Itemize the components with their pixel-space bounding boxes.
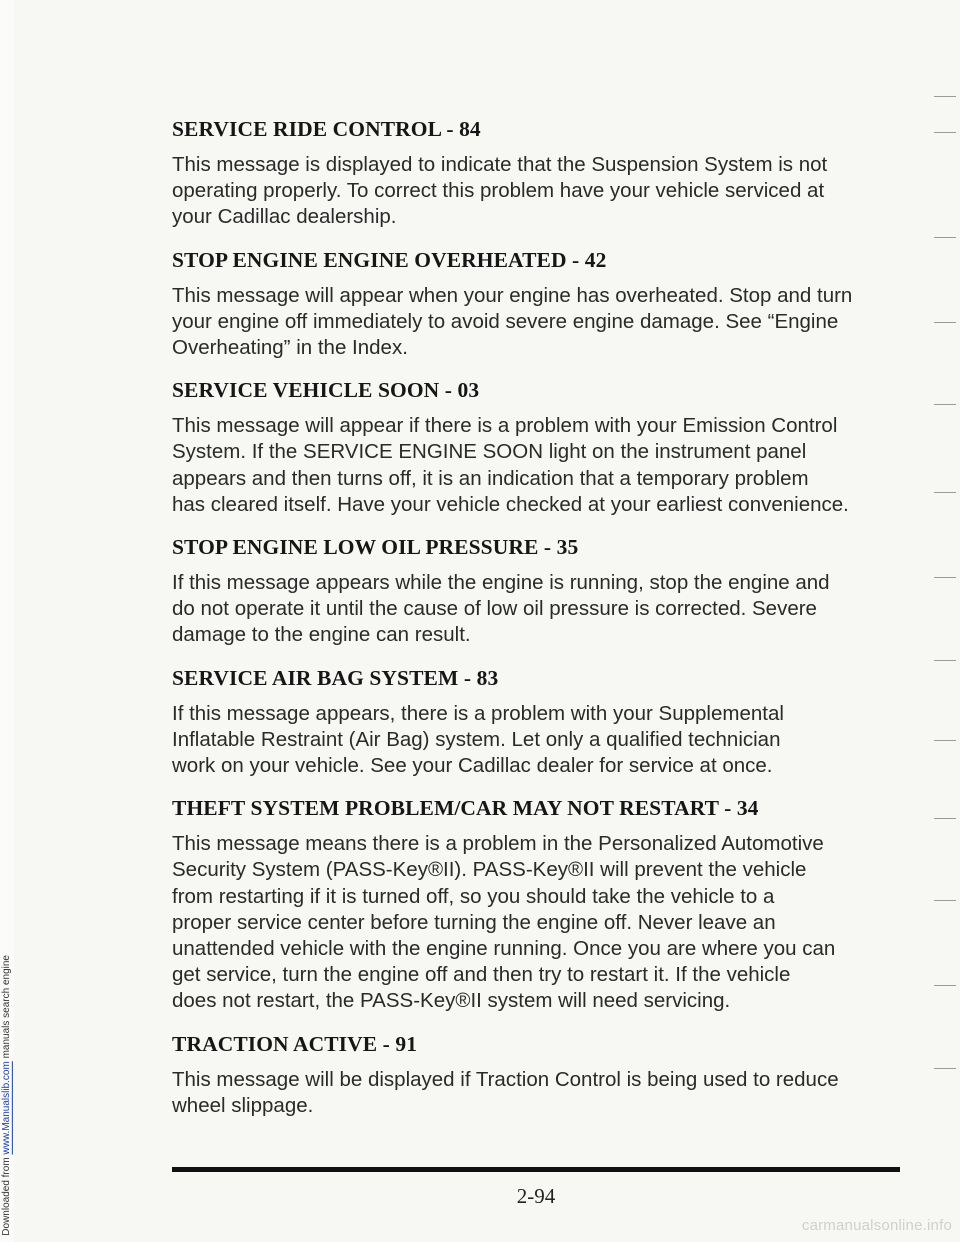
section-heading: STOP ENGINE LOW OIL PRESSURE - 35	[172, 535, 579, 560]
section-heading: SERVICE VEHICLE SOON - 03	[172, 378, 480, 403]
footer-rule	[172, 1167, 900, 1172]
page-number: 2-94	[516, 1184, 556, 1208]
margin-tick	[934, 237, 956, 238]
margin-tick	[934, 818, 956, 819]
margin-tick	[934, 404, 956, 405]
margin-tick	[934, 1068, 956, 1069]
section-heading: THEFT SYSTEM PROBLEM/CAR MAY NOT RESTART - 34	[172, 796, 759, 821]
banner-prefix: Downloaded from	[1, 1154, 12, 1236]
section-low-oil-pressure	[172, 532, 912, 649]
section-heading: TRACTION ACTIVE - 91	[172, 1031, 418, 1056]
margin-tick	[934, 740, 956, 741]
margin-tick	[934, 577, 956, 578]
download-banner-text	[1, 955, 13, 1236]
section-body: This message will be displayed if Traction Control is being used to reduce wheel slippage.	[172, 1067, 839, 1117]
section-service-vehicle-soon	[172, 375, 912, 518]
section-body: This message will appear when your engine has overheated. Stop and turn your engine off immediately to avoid severe engine damage. See “Engine Overheating” in the Index.	[172, 283, 853, 360]
margin-tick	[934, 322, 956, 323]
section-body: If this message appears, there is a problem with your Supplemental Inflatable Restraint (Air Bag) system. Let only a qualified technician work on your vehicle. See your Cadillac dealer for service at once.	[172, 701, 784, 778]
section-body: This message will appear if there is a problem with your Emission Control System. If the SERVICE ENGINE SOON light on the instrument panel appears and then turns off, it is an indication that a temporary problem has cleared itself. Have your vehicle checked at your earliest convenience.	[172, 414, 849, 516]
margin-tick	[934, 132, 956, 133]
margin-tick	[934, 660, 956, 661]
section-theft-system-problem	[172, 793, 912, 1014]
margin-tick	[934, 96, 956, 97]
margin-tick	[934, 900, 956, 901]
page-content	[172, 114, 912, 1133]
section-traction-active	[172, 1029, 912, 1119]
download-banner	[0, 0, 14, 1242]
section-body: This message is displayed to indicate that the Suspension System is not operating properly. To correct this problem have your vehicle serviced at your Cadillac dealership.	[172, 153, 828, 229]
section-service-ride-control	[172, 114, 912, 231]
section-service-air-bag	[172, 663, 912, 780]
section-body: This message means there is a problem in the Personalized Automotive Security System (PASS-Key®II). PASS-Key®II will prevent the vehicle from restarting if it is turned off, so you should take the vehicle to a proper service center before turning the engine off. Never leave an unattended vehicle with the engine running. Once you are where you can get service, turn the engine off and then try to restart it. If the vehicle does not restart, the PASS-Key®II system will need servicing.	[172, 832, 836, 1013]
section-heading: SERVICE AIR BAG SYSTEM - 83	[172, 665, 499, 690]
section-heading: SERVICE RIDE CONTROL - 84	[172, 117, 481, 141]
manualslib-link[interactable]: www.Manualslib.com	[1, 1061, 12, 1155]
section-stop-engine-overheated	[172, 245, 912, 362]
margin-tick	[934, 985, 956, 986]
right-margin-ticks	[920, 0, 960, 1242]
banner-suffix: manuals search engine	[1, 955, 12, 1062]
section-heading: STOP ENGINE ENGINE OVERHEATED - 42	[172, 247, 607, 272]
margin-tick	[934, 492, 956, 493]
watermark: carmanualsonline.info	[801, 1217, 952, 1234]
section-body: If this message appears while the engine is running, stop the engine and do not operate it until the cause of low oil pressure is corrected. Severe damage to the engine can result.	[172, 571, 830, 647]
